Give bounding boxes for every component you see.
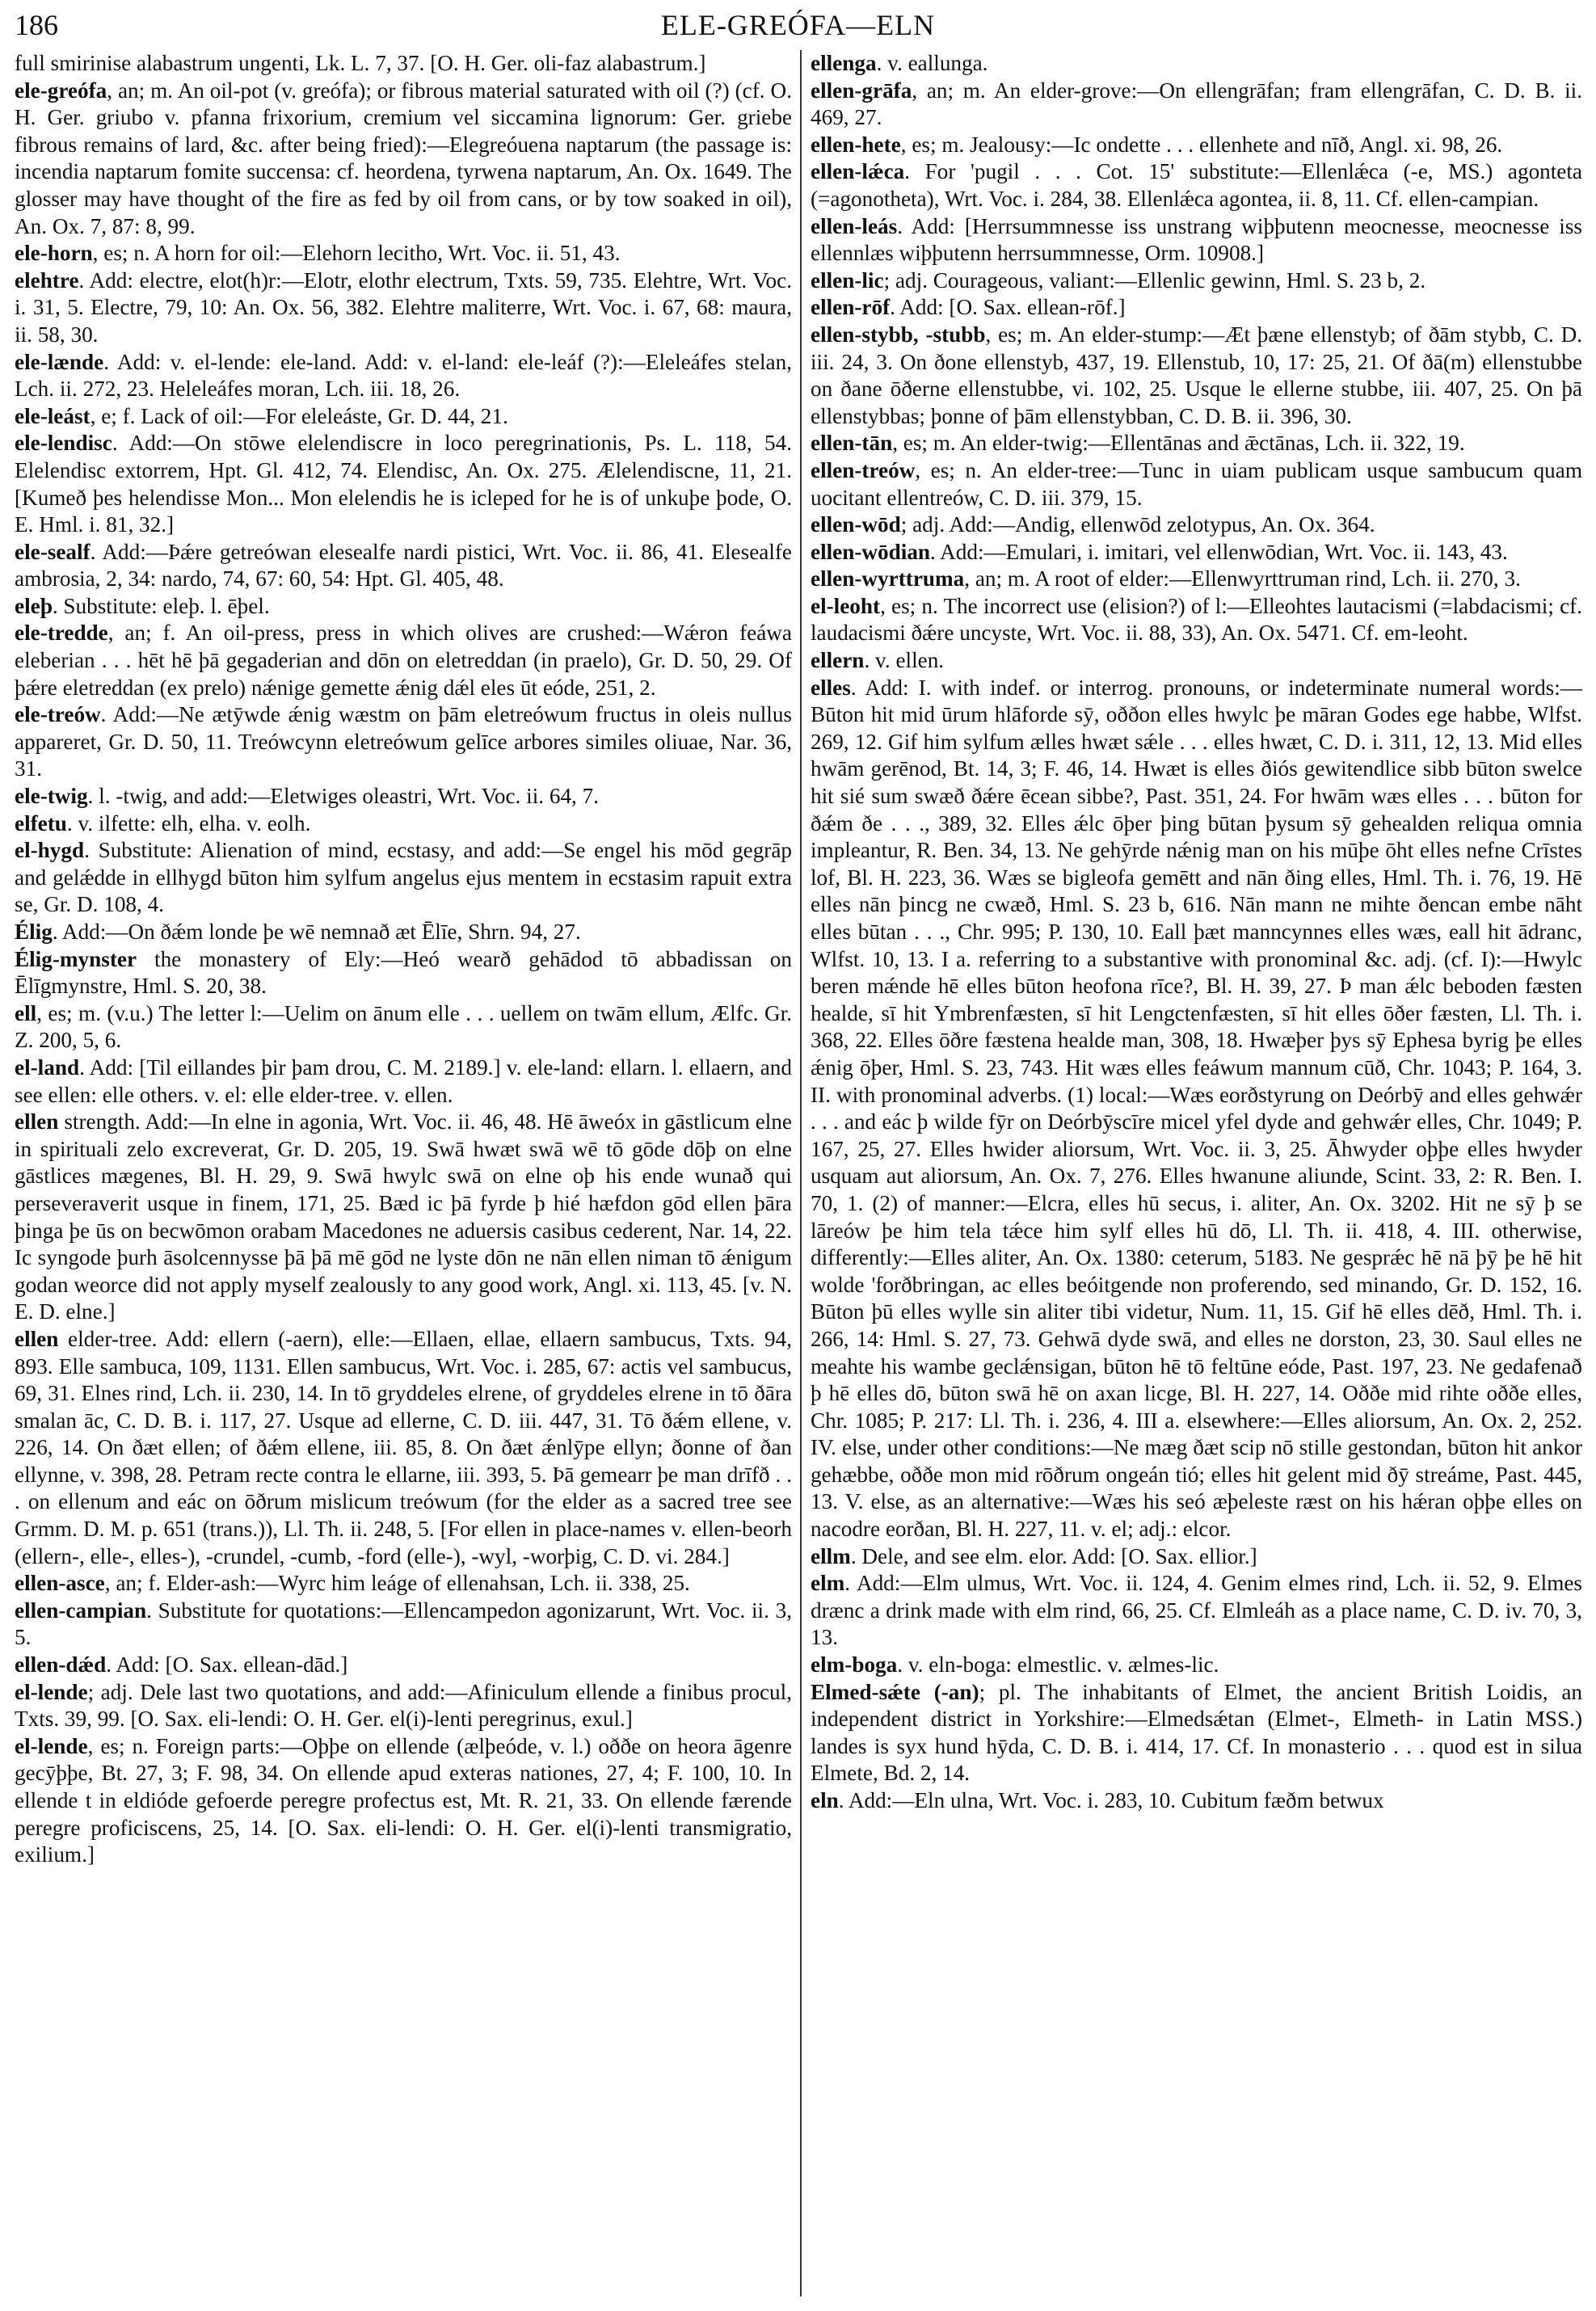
entry-headword: ele-lendisc <box>15 431 112 456</box>
entry-definition: , es; n. The incorrect use (elision?) of l:—Elleohtes lautacismi (=labdacismi; cf. laudacismi ðǽre uncyste, Wrt. Voc. ii. 88, 33), An. Ox. 5471. Cf. em-leoht. <box>811 593 1582 646</box>
entry-headword: ellen-rōf <box>811 295 891 320</box>
dictionary-entry <box>811 132 1582 159</box>
right-column <box>811 50 1582 1815</box>
entry-definition: . Add:—Emulari, i. imitari, vel ellenwōdian, Wrt. Voc. ii. 143, 43. <box>930 539 1508 564</box>
dictionary-entry <box>15 430 792 538</box>
entry-headword: ellen-hete <box>811 132 901 157</box>
entry-definition: . Substitute: Alienation of mind, ecstasy, and add:—Se engel his mōd gegrāp and gelǽdde in ellhygd būton him sylfum angelus ejus mentem in ecstasim rapuit extra se, Gr. D. 108, 4. <box>15 838 792 917</box>
dictionary-entry <box>15 1109 792 1326</box>
dictionary-entry <box>15 946 792 1000</box>
dictionary-entry <box>811 1543 1582 1571</box>
entry-headword: eln <box>811 1788 839 1812</box>
entry-headword: ellenga <box>811 51 877 75</box>
entry-definition: . v. ellen. <box>864 648 945 673</box>
entry-headword: ellen-lǽca <box>811 159 905 184</box>
dictionary-entry <box>811 675 1582 1543</box>
dictionary-entry <box>811 539 1582 566</box>
entry-definition: . l. -twig, and add:—Eletwiges oleastri, Wrt. Voc. ii. 64, 7. <box>87 784 600 809</box>
entry-definition: . Substitute: eleþ. l. ēþel. <box>52 593 270 618</box>
dictionary-entry <box>15 240 792 267</box>
entry-definition: ; adj. Courageous, valiant:—Ellenlic gewinn, Hml. S. 23 b, 2. <box>883 267 1426 293</box>
entry-definition: , an; m. An oil-pot (v. greófa); or fibrous material saturated with oil (?) (cf. O. H. Ger. griubo v. pfanna frixorium, cremium vel siccamina lignorum: Ger. griebe fibrous remains of lard, &c. after being fried):—Elegreóuena naptarum (the passage is: incendia naptarum fomite succensa: cf. heordena, tyrwena naptarum, An. Ox. 1649. The glosser may have thought of the fire as fed by oil from cans, or by tow soaked in oil), An. Ox. 7, 87: 8, 99. <box>15 78 792 238</box>
entry-definition: ; pl. The inhabitants of Elmet, the ancient British Loidis, an independent district in Yorkshire:—Elmedsǽtan (Elmet-, Elmeth- in Latin MSS.) landes is syx hund hȳda, C. D. B. i. 414, 17. Cf. In monasterio . . . quod est in silua Elmete, Bd. 2, 14. <box>811 1679 1582 1786</box>
dictionary-entry <box>15 1679 792 1733</box>
entry-headword: elfetu <box>15 810 67 836</box>
dictionary-entry <box>15 1733 792 1869</box>
dictionary-entry <box>811 213 1582 267</box>
entry-headword: ele-treów <box>15 702 101 727</box>
dictionary-entry <box>15 1000 792 1054</box>
entry-definition: , an; m. An elder-grove:—On ellengrāfan; fram ellengrāfan, C. D. B. ii. 469, 27. <box>811 78 1582 130</box>
entry-definition: , an; f. Elder-ash:—Wyrc him leáge of ellenahsan, Lch. ii. 338, 25. <box>104 1571 690 1596</box>
dictionary-entry <box>811 430 1582 457</box>
entry-headword: elm <box>811 1571 845 1596</box>
entry-headword: ellen <box>15 1326 59 1351</box>
entry-headword: ell <box>15 1000 37 1025</box>
dictionary-entry <box>15 1570 792 1597</box>
entry-definition: , es; n. Foreign parts:—Oþþe on ellende (ælþeóde, v. l.) oððe on heora āgenre gecȳþþe, Bt. 27, 3; F. 98, 34. On ellende apud exteras nationes, 27, 4; F. 100, 10. In ellende t in eldióde gefoerde peregre profectus est, Mt. R. 21, 33. On ellende færende peregre proficiscens, 25, 14. [O. Sax. eli-lendi: O. H. Ger. el(i)-lenti transmigratio, exilium.] <box>15 1733 792 1867</box>
dictionary-entry <box>811 1679 1582 1787</box>
entry-definition: . Add: [O. Sax. ellean-rōf.] <box>890 295 1126 320</box>
dictionary-entry <box>15 783 792 810</box>
dictionary-entry <box>811 294 1582 322</box>
dictionary-entry <box>811 566 1582 593</box>
entry-headword: ellen <box>15 1109 59 1134</box>
entry-headword: ele-horn <box>15 241 93 266</box>
entry-definition: . Add: v. el-lende: ele-land. Add: v. el-land: ele-leáf (?):—Eleleáfes stelan, Lch. ii. 272, 23. Heleleáfes moran, Lch. iii. 18, 26. <box>15 349 792 402</box>
entry-headword: el-lende <box>15 1733 88 1758</box>
entry-headword: ellen-wōd <box>811 512 901 537</box>
dictionary-entry <box>15 1597 792 1652</box>
entry-headword: ellen-lic <box>811 267 884 293</box>
entry-headword: ele-lænde <box>15 349 104 374</box>
entry-headword: ellen-campian <box>15 1597 147 1623</box>
entry-definition: . Add:—Elm ulmus, Wrt. Voc. ii. 124, 4. Genim elmes rind, Lch. ii. 52, 9. Elmes drænc a drink made with elm rind, 66, 25. Cf. Elmleáh as a place name, C. D. iv. 70, 3, 13. <box>811 1571 1582 1650</box>
entry-headword: ellen-leás <box>811 213 898 238</box>
entry-headword: ele-tredde <box>15 621 108 646</box>
dictionary-entry <box>811 267 1582 295</box>
dictionary-entry <box>811 457 1582 511</box>
dictionary-entry <box>811 1652 1582 1679</box>
entry-headword: ellen-stybb, -stubb <box>811 322 986 347</box>
entry-headword: eleþ <box>15 593 53 618</box>
entry-headword: ellen-asce <box>15 1571 105 1596</box>
entry-definition: , an; m. A root of elder:—Ellenwyrttruman rind, Lch. ii. 270, 3. <box>964 566 1521 591</box>
entry-definition: , es; m. Jealousy:—Ic ondette . . . ellenhete and nīð, Angl. xi. 98, 26. <box>900 132 1503 157</box>
dictionary-entry <box>811 158 1582 213</box>
entry-definition: . Dele, and see elm. elor. Add: [O. Sax. ellior.] <box>850 1543 1257 1568</box>
dictionary-entry <box>811 1787 1582 1815</box>
entry-headword: el-leoht <box>811 593 881 618</box>
dictionary-entry <box>811 1570 1582 1652</box>
page-header <box>15 8 1581 48</box>
entry-definition: . Add:—On ðǽm londe þe wē nemnað æt Ēlīe, Shrn. 94, 27. <box>52 920 581 944</box>
entry-definition: , e; f. Lack of oil:—For eleleáste, Gr. D. 44, 21. <box>90 403 508 428</box>
entry-headword: el-land <box>15 1054 80 1080</box>
dictionary-entry <box>811 50 1582 78</box>
dictionary-entry <box>811 322 1582 430</box>
entry-definition: . Add:—Þǽre getreówan elesealfe nardi pistici, Wrt. Voc. ii. 86, 41. Elesealfe ambrosia, 2, 34: nardo, 74, 67: 60, 54: Hpt. Gl. 405, 48. <box>15 539 792 591</box>
entry-headword: ele-leást <box>15 403 91 428</box>
entry-headword: ele-greófa <box>15 78 107 103</box>
entry-definition: , an; f. An oil-press, press in which olives are crushed:—Wǽron feáwa eleberian . . . hēt hē þā gegaderian and dōn on eletreddan (in praelo), Gr. D. 50, 29. Of þǽre eletreddan (ex prelo) nǽnige gemette ǽnig dǽl eles ūt eóde, 251, 2. <box>15 621 792 700</box>
entry-headword: elehtre <box>15 267 79 293</box>
dictionary-entry <box>15 593 792 621</box>
entry-definition: . Substitute for quotations:—Ellencampedon agonizarunt, Wrt. Voc. ii. 3, 5. <box>15 1597 792 1650</box>
entry-definition: ; adj. Dele last two quotations, and add:—Afiniculum ellende a finibus procul, Txts. 39, 99. [O. Sax. eli-lendi: O. H. Ger. el(i)-lenti peregrinus, exul.] <box>15 1679 792 1732</box>
entry-definition: ; adj. Add:—Andig, ellenwōd zelotypus, An. Ox. 364. <box>900 512 1375 537</box>
entry-headword: ellm <box>811 1543 851 1568</box>
dictionary-entry <box>15 78 792 241</box>
entry-definition: . Add: [O. Sax. ellean-dād.] <box>106 1652 348 1677</box>
dictionary-entry <box>15 1054 792 1109</box>
entry-definition: . Add: I. with indef. or interrog. pronouns, or indeterminate numeral words:—Būton hit mid ūrum hlāforde sȳ, oððon elles hwylc þe māran Godes ege habbe, Wlfst. 269, 12. Gif him sylfum ælles hwæt sǽle . . . elles hwæt, C. D. i. 311, 12, 13. Mid elles hwām gerēnod, Bt. 14, 3; F. 46, 14. Hwæt is elles ðiós gewitendlice sibb būton swelce hit sié sum swæð ðǽre ēcean sibbe?, Past. 351, 24. For hwām wæs elles . . . būton for ðǽm ðe . . ., 389, 32. Elles ǽlc ōþer þing būtan þysum sȳ gehealden reliqua omnia impleantur, R. Ben. 34, 13. Ne gehȳrde nǽnig man on his mūþe ōht elles nefne Crīstes lof, Bl. H. 223, 36. Wæs se bigleofa gemētt and nān ðing elles, Hml. Th. i. 76, 19. Hē elles nān þincg ne cwæð, Hml. S. 23 b, 616. Nān mann ne mihte ðencan embe nāht elles būtan . . ., Chr. 995; P. 130, 10. Eall þæt manncynnes elles wæs, eall hit ādranc, Wlfst. 10, 13. I a. referring to a substantive with pronominal &c. adj. (cf. I):—Hwylc beren mǽnde hē elles būton heofona rīce?, Bl. H. 39, 27. Þ man ǽlc beboden fæsten healde, sī hit Ymbrenfæsten, sī hit Lengctenfæsten, sī hit elles ōðer fæsten, Ll. Th. i. 368, 22. Elles ōðre fæstena healde man, 308, 18. Hwæþer þys sȳ Ephesa byrig þe elles ǽnig ōþer, Hml. S. 23, 743. Hit wæs elles feáwum mannum cūð, Chr. 1043; P. 164, 3. II. with pronominal adverbs. (1) local:—Wæs eorðstyrung on Deórbȳ and elles gehwǽr . . . and eác þ wilde fȳr on Deórbȳscīre micel yfel dyde and gehwǽr elles, Chr. 1049; P. 167, 25, 27. Elles hwider aliorsum, Wrt. Voc. ii. 3, 25. Āhwyder oþþe elles hwyder usquam aut aliorsum, An. Ox. 7, 276. Elles hwanune aliunde, Scint. 33, 2: R. Ben. I. 70, 1. (2) of manner:—Elcra, elles hū secus, i. aliter, An. Ox. 3202. Hit ne sȳ þ se lāreów þe him tela tǽce him sylf elles hū dō, Ll. Th. ii. 418, 4. III. otherwise, differently:—Elles aliter, An. Ox. 1380: ceterum, 5183. Ne gesprǽc hē nā þȳ þe hē hit wolde 'forðbringan, ac elles beóitgende non proferendo, sed minando, Gr. D. 152, 16. Būton þū elles wylle sin aliter tibi videtur, Num. 11, 15. Gif hē elles dēð, Hml. Th. i. 266, 14: Hml. S. 27, 73. Gehwā dyde swā, and elles ne dorston, 23, 30. Saul elles ne meahte his wambe geclǽnsigan, būton hē tō feltūne eóde, Past. 197, 23. Ne gedafenað þ hē elles dō, būton swā hē on axan licge, Bl. H. 227, 14. Oððe mid rihte oððe elles, Chr. 1085; P. 217: Ll. Th. i. 236, 4. III a. elsewhere:—Elles aliorsum, An. Ox. 2, 252. IV. else, under other conditions:—Ne mæg ðæt scip nō stille gestondan, būton hit ankor gehæbbe, oððe mon mid rōðrum ongeán tió; elles hit gelent mid ðȳ streáme, Past. 445, 13. V. else, as an alternative:—Wæs his seó æþeleste ræst on his hǽran oþþe elles on nacodre eorðan, Bl. H. 227, 11. v. el; adj.: elcor. <box>811 675 1582 1542</box>
entry-headword: ele-sealf <box>15 539 91 564</box>
entry-definition: elder-tree. Add: ellern (-aern), elle:—Ellaen, ellae, ellaern sambucus, Txts. 94, 893. Elle sambuca, 109, 1131. Ellen sambucus, Wrt. Voc. i. 285, 67: actis vel sambucus, 69, 31. Elnes rind, Lch. ii. 230, 14. In tō gryddeles elrene, of gryddeles elrene in tō ðāra smalan āc, C. D. B. i. 117, 27. Usque ad ellerne, C. D. iii. 447, 31. Tō ðǽm ellene, v. 226, 14. On ðæt ellen; of ðǽm ellene, iii. 85, 8. On ðæt ǽnlȳpe ellyn; ðonne of ðan ellynne, v. 398, 28. Petram recte contra le ellarne, iii. 393, 5. Þā gemearr þe man drīfð . . . on ellenum and eác on ōðrum mislicum treówum (for the elder as a sacred tree see Grmm. D. M. p. 651 (trans.)), Ll. Th. ii. 248, 5. [For ellen in place-names v. ellen-beorh (ellern-, elle-, elles-), -crundel, -cumb, -ford (elle-), -wyl, -worþig, C. D. vi. 284.] <box>15 1326 792 1568</box>
dictionary-entry <box>811 511 1582 539</box>
dictionary-entry <box>15 50 792 78</box>
entry-headword: ellern <box>811 648 865 673</box>
entry-headword: ellen-wōdian <box>811 539 931 564</box>
entry-definition: . v. eallunga. <box>876 51 988 75</box>
entry-headword: elles <box>811 675 851 700</box>
running-title: ELE-GREÓFA—ELN <box>660 9 936 41</box>
dictionary-entry <box>15 837 792 919</box>
entry-headword: elm-boga <box>811 1652 898 1677</box>
entry-definition: , es; m. An elder-stump:—Æt þæne ellenstyb; of ðām stybb, C. D. iii. 24, 3. On ðone ellenstyb, 437, 19. Ellenstub, 10, 17: 25, 21. Of ðā(m) ellenstubbe on ðane ōðerne ellenstubbe, vi. 102, 25. Usque le ellerne stubbe, iii. 407, 25. On þā ellenstybbas; þonne of þām ellenstybban, C. D. B. ii. 396, 30. <box>811 322 1582 428</box>
entry-definition: , es; n. An elder-tree:—Tunc in uiam publicam usque sambucum quam uocitant ellentreów, C. D. iii. 379, 15. <box>811 457 1582 510</box>
dictionary-entry <box>15 403 792 431</box>
dictionary-entry <box>811 593 1582 647</box>
entry-headword: Élig-mynster <box>15 946 137 971</box>
entry-headword: ellen-grāfa <box>811 78 912 103</box>
entry-headword: ellen-dǽd <box>15 1652 107 1677</box>
dictionary-entry <box>811 647 1582 675</box>
entry-headword: Elmed-sǽte (-an) <box>811 1679 979 1704</box>
entry-headword: Élig <box>15 920 53 944</box>
entry-definition: . Add: [Til eillandes þir þam drou, C. M. 2189.] v. ele-land: ellarn. l. ellaern, and see ellen: elle others. v. el: elle elder-tree. v. ellen. <box>15 1054 792 1107</box>
entry-definition: , es; n. A horn for oil:—Elehorn lecitho, Wrt. Voc. ii. 51, 43. <box>92 241 621 266</box>
entry-headword: el-lende <box>15 1679 88 1704</box>
entry-definition: full smirinise alabastrum ungenti, Lk. L. 7, 37. [O. H. Ger. oli-faz alabastrum.] <box>15 51 706 75</box>
dictionary-entry <box>15 919 792 946</box>
dictionary-entry <box>15 620 792 701</box>
entry-headword: ellen-tān <box>811 431 893 456</box>
dictionary-entry <box>15 1652 792 1679</box>
dictionary-entry <box>15 539 792 593</box>
dictionary-entry <box>15 810 792 838</box>
entry-definition: . Add: electre, elot(h)r:—Elotr, elothr electrum, Txts. 59, 735. Elehtre, Wrt. Voc. i. 31, 5. Electre, 79, 10: An. Ox. 56, 382. Elehtre maliterre, Wrt. Voc. i. 67, 68: maura, ii. 58, 30. <box>15 267 792 347</box>
entry-definition: . Add:—On stōwe elelendiscre in loco peregrinationis, Ps. L. 118, 54. Elelendisc extorrem, Hpt. Gl. 412, 74. Elendisc, An. Ox. 275. Ælelendiscne, 11, 21. [Kumeð þes helendisse Mon... Mon elelendis he is icleped for he is of unkuþe þode, O. E. Hml. i. 81, 32.] <box>15 431 792 537</box>
entry-definition: . v. eln-boga: elmestlic. v. ælmes-lic. <box>897 1652 1219 1677</box>
column-divider <box>800 50 802 2296</box>
dictionary-entry <box>15 1326 792 1570</box>
dictionary-entry <box>15 701 792 783</box>
entry-definition: . Add:—Ne ætȳwde ǽnig wæstm on þām eletreówum fructus in oleis nullus appareret, Gr. D. 50, 11. Treówcynn eletreówum gelīce arbores similes oliuae, Nar. 36, 31. <box>15 702 792 781</box>
entry-headword: ellen-treów <box>811 457 916 482</box>
entry-definition: . v. ilfette: elh, elha. v. eolh. <box>66 810 311 836</box>
entry-definition: the monastery of Ely:—Heó wearð gehādod tō abbadissan on Ēlīgmynstre, Hml. S. 20, 38. <box>15 946 792 999</box>
dictionary-entry <box>15 267 792 349</box>
entry-headword: ele-twig <box>15 784 88 809</box>
dictionary-entry <box>811 78 1582 132</box>
left-column <box>15 50 792 1869</box>
entry-definition: . For 'pugil . . . Cot. 15' substitute:—Ellenlǽca (-e, MS.) agonteta (=agonotheta), Wrt. Voc. i. 284, 38. Ellenlǽca agontea, ii. 8, 11. Cf. ellen-campian. <box>811 159 1582 211</box>
entry-definition: , es; m. An elder-twig:—Ellentānas and ǣctānas, Lch. ii. 322, 19. <box>892 431 1465 456</box>
dictionary-entry <box>15 349 792 403</box>
entry-headword: el-hygd <box>15 838 85 863</box>
entry-definition: . Add: [Herrsummnesse iss unstrang wiþþutenn meocnesse, meocnesse iss ellennlæs wiþþutenn herrsummnesse, Orm. 10908.] <box>811 213 1582 266</box>
entry-definition: . Add:—Eln ulna, Wrt. Voc. i. 283, 10. Cubitum fæðm betwux <box>838 1788 1384 1812</box>
entry-definition: , es; m. (v.u.) The letter l:—Uelim on ānum elle . . . uellem on twām ellum, Ælfc. Gr. Z. 200, 5, 6. <box>15 1000 792 1053</box>
entry-definition: strength. Add:—In elne in agonia, Wrt. Voc. ii. 46, 48. Hē āweóx in gāstlicum elne in spirituali zelo excreverat, Gr. D. 205, 19. Swā hwæt swā wē tō gōde dōþ on elne gāstlices mægenes, Bl. H. 29, 9. Swā hwylc swā on elne oþ his ende wunað qui perseveraverit usque in finem, 171, 25. Bæd ic þā fyrde þ hié hæfdon gōd ellen þāra þinga þe ūs on becwōmon orabam Macedones ne aduersis casibus cederent, Nar. 14, 22. Ic syngode þurh āsolcennysse þā þā mē gōd ne lyste dōn ne nān ellen niman tō ǽnigum godan weorce did not apply myself zealously to any good work, Angl. xi. 113, 45. [v. N. E. D. elne.] <box>15 1109 792 1324</box>
entry-headword: ellen-wyrttruma <box>811 566 965 591</box>
page-number: 186 <box>15 9 58 41</box>
